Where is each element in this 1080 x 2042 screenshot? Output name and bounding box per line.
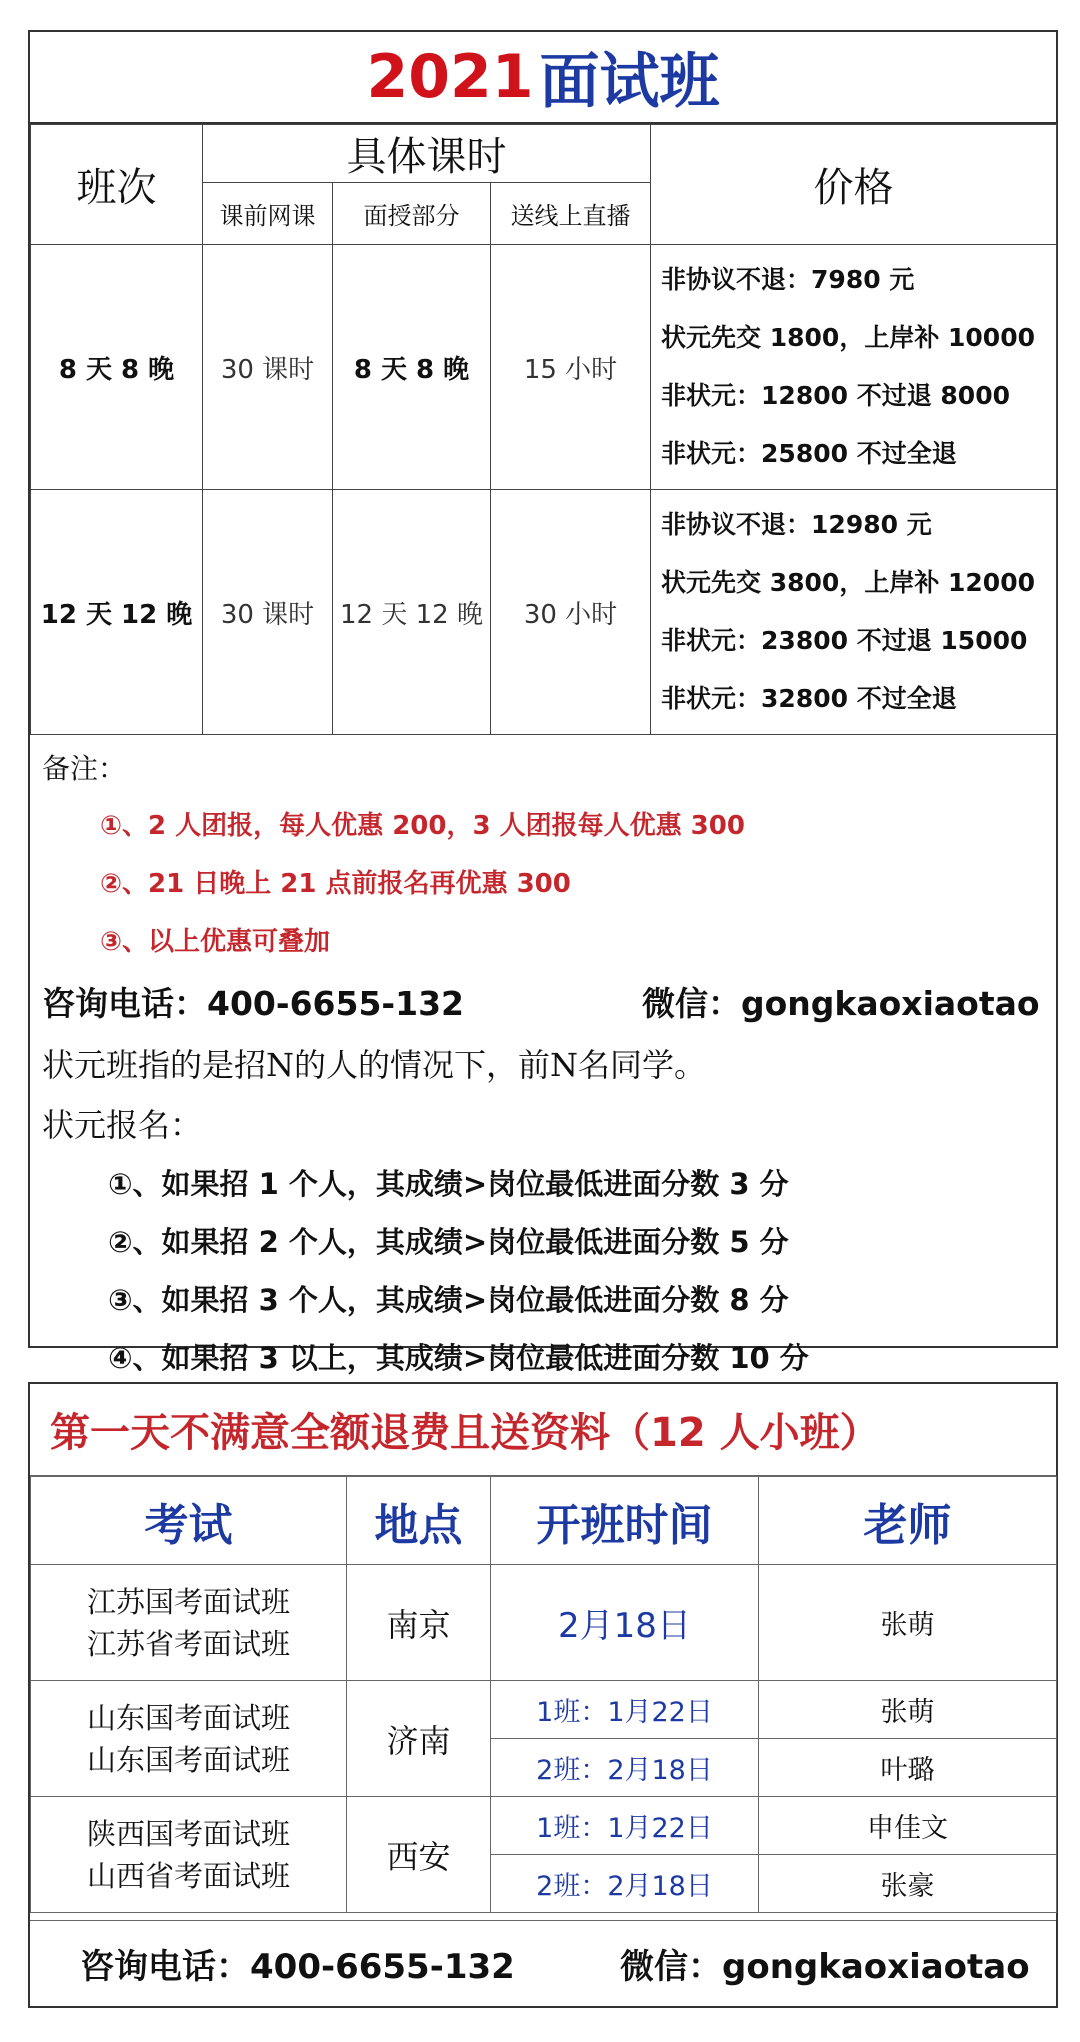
exam-name: 山东国考面试班: [86, 1742, 290, 1777]
price-line: 状元先交 1800，上岸补 10000: [661, 323, 1035, 352]
price-line: 非状元：25800 不过全退: [661, 439, 957, 468]
exam-name: 陕西国考面试班: [86, 1816, 290, 1851]
footer-phone: 咨询电话：400-6655-132: [80, 1947, 515, 1987]
note-item: ③、以上优惠可叠加: [100, 927, 331, 957]
sub-col-online: 课前网课: [203, 183, 333, 245]
start-date: 2班：2月18日: [491, 1855, 759, 1913]
exam-cell: [31, 1565, 347, 1681]
face-hours: 8 天 8 晚: [333, 245, 491, 490]
course-table: [30, 124, 1057, 735]
col-date-header: 开班时间: [491, 1477, 759, 1565]
live-hours: 30 小时: [491, 490, 651, 735]
city-cell: 济南: [347, 1681, 491, 1797]
table-row: [31, 245, 1057, 490]
face-hours: 12 天 12 晚: [333, 490, 491, 735]
city-cell: 西安: [347, 1797, 491, 1913]
exam-name: 山东国考面试班: [86, 1700, 290, 1735]
city-cell: 南京: [347, 1565, 491, 1681]
table-row: [31, 1681, 1057, 1739]
col-class-header: 班次: [31, 125, 203, 245]
teacher-name: 张萌: [759, 1681, 1057, 1739]
contact-phone: 咨询电话：400-6655-132: [42, 984, 465, 1023]
teacher-name: 张豪: [759, 1855, 1057, 1913]
exam-cell: [31, 1681, 347, 1797]
sub-col-face: 面授部分: [333, 183, 491, 245]
notes-section: [30, 735, 1056, 1393]
price-list: [651, 245, 1057, 490]
start-date: 1班：1月22日: [491, 1681, 759, 1739]
exam-cell: [31, 1797, 347, 1913]
teacher-name: 叶璐: [759, 1739, 1057, 1797]
rule-item: ③、如果招 3 个人，其成绩>岗位最低进面分数 8 分: [108, 1283, 789, 1317]
col-city-header: 地点: [347, 1477, 491, 1565]
footer-wechat: 微信：gongkaoxiaotao: [620, 1947, 1030, 1987]
schedule-panel: [28, 1382, 1058, 2008]
price-line: 状元先交 3800，上岸补 12000: [661, 568, 1035, 597]
price-line: 非协议不退：12980 元: [661, 510, 932, 539]
sub-col-live: 送线上直播: [491, 183, 651, 245]
course-panel: [28, 30, 1058, 1375]
explain-text: 状元班指的是招N的人的情况下，前N名同学。: [42, 1046, 707, 1084]
table-row: [31, 490, 1057, 735]
col-price-header: 价格: [651, 125, 1057, 245]
price-list: [651, 490, 1057, 735]
note-item: ①、2 人团报，每人优惠 200，3 人团报每人优惠 300: [100, 811, 745, 841]
page-title: [30, 32, 1056, 124]
teacher-name: 张萌: [759, 1565, 1057, 1681]
note-item: ②、21 日晚上 21 点前报名再优惠 300: [100, 869, 571, 899]
table-row: [31, 1565, 1057, 1681]
title-text: 面试班: [539, 47, 720, 117]
exam-name: 山西省考面试班: [86, 1858, 290, 1893]
col-hours-header: 具体课时: [203, 125, 651, 183]
refund-banner: 第一天不满意全额退费且送资料（12 人小班）: [30, 1384, 1056, 1476]
price-line: 非协议不退：7980 元: [661, 265, 915, 294]
contact-row: [42, 973, 1044, 1035]
rules-title: 状元报名：: [42, 1106, 203, 1144]
start-date: 2月18日: [491, 1565, 759, 1681]
price-line: 非状元：32800 不过全退: [661, 684, 957, 713]
rule-item: ①、如果招 1 个人，其成绩>岗位最低进面分数 3 分: [108, 1167, 789, 1201]
live-hours: 15 小时: [491, 245, 651, 490]
start-date: 2班：2月18日: [491, 1739, 759, 1797]
online-hours: 30 课时: [203, 490, 333, 735]
col-exam-header: 考试: [31, 1477, 347, 1565]
schedule-table: [30, 1476, 1057, 1913]
teacher-name: 申佳文: [759, 1797, 1057, 1855]
footer-contact: [30, 1920, 1056, 2006]
start-date: 1班：1月22日: [491, 1797, 759, 1855]
rule-item: ②、如果招 2 个人，其成绩>岗位最低进面分数 5 分: [108, 1225, 789, 1259]
rule-item: ④、如果招 3 以上，其成绩>岗位最低进面分数 10 分: [108, 1341, 809, 1375]
notes-title: 备注：: [42, 752, 127, 785]
table-row: [31, 1797, 1057, 1855]
class-name: 8 天 8 晚: [31, 245, 203, 490]
exam-name: 江苏国考面试班: [86, 1584, 290, 1619]
contact-wechat: 微信：gongkaoxiaotao: [642, 984, 1040, 1023]
online-hours: 30 课时: [203, 245, 333, 490]
class-name: 12 天 12 晚: [31, 490, 203, 735]
title-year: 2021: [366, 42, 534, 112]
exam-name: 江苏省考面试班: [86, 1626, 290, 1661]
col-teacher-header: 老师: [759, 1477, 1057, 1565]
price-line: 非状元：12800 不过退 8000: [661, 381, 1010, 410]
price-line: 非状元：23800 不过退 15000: [661, 626, 1028, 655]
